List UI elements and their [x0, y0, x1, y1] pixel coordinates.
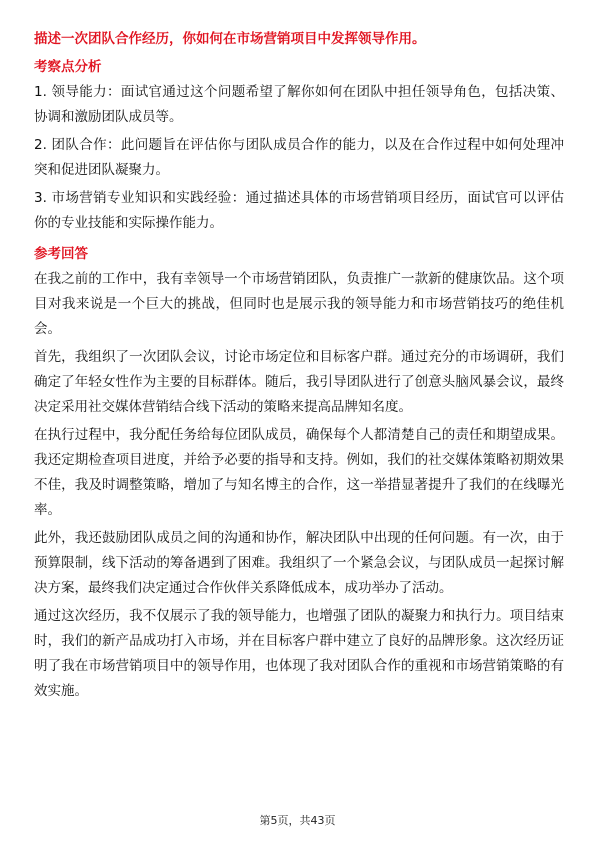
answer-paragraph-5: 通过这次经历，我不仅展示了我的领导能力，也增强了团队的凝聚力和执行力。项目结束时，我们的新产品成功打入市场，并在目标客户群中建立了良好的品牌形象。这次经历证明了我在市场营销项目中的领导作用，也体现了我对团队合作的重视和市场营销策略的有效实施。 — [34, 608, 564, 699]
answer-paragraph-3: 在执行过程中，我分配任务给每位团队成员，确保每个人都清楚自己的责任和期望成果。我还定期检查项目进度，并给予必要的指导和支持。例如，我们的社交媒体策略初期效果不佳，我及时调整策略，增加了与知名博主的合作，这一举措显著提升了我们的在线曝光率。 — [34, 427, 564, 518]
page-number-footer: 第5页，共43页 — [259, 814, 336, 827]
analysis-point-1: 1. 领导能力：面试官通过这个问题希望了解你如何在团队中担任领导角色，包括决策、协调和激励团队成员等。 — [34, 84, 564, 125]
answer-paragraph-2: 首先，我组织了一次团队会议，讨论市场定位和目标客户群。通过充分的市场调研，我们确定了年轻女性作为主要的目标群体。随后，我引导团队进行了创意头脑风暴会议，最终决定采用社交媒体营销结合线下活动的策略来提高品牌知名度。 — [34, 349, 564, 415]
question-heading: 描述一次团队合作经历，你如何在市场营销项目中发挥领导作用。 — [34, 31, 426, 47]
analysis-point-2: 2. 团队合作：此问题旨在评估你与团队成员合作的能力，以及在合作过程中如何处理冲突和促进团队凝聚力。 — [34, 137, 564, 178]
answer-paragraph-4: 此外，我还鼓励团队成员之间的沟通和协作，解决团队中出现的任何问题。有一次，由于预算限制，线下活动的筹备遇到了困难。我组织了一个紧急会议，与团队成员一起探讨解决方案，最终我们决定通过合作伙伴关系降低成本，成功举办了活动。 — [34, 530, 564, 596]
page-content — [34, 28, 564, 707]
answer-title: 参考回答 — [34, 246, 88, 262]
analysis-point-3: 3. 市场营销专业知识和实践经验：通过描述具体的市场营销项目经历，面试官可以评估你的专业技能和实际操作能力。 — [34, 190, 564, 231]
analysis-title: 考察点分析 — [34, 59, 102, 75]
answer-paragraph-1: 在我之前的工作中，我有幸领导一个市场营销团队，负责推广一款新的健康饮品。这个项目对我来说是一个巨大的挑战，但同时也是展示我的领导能力和市场营销技巧的绝佳机会。 — [34, 271, 564, 337]
